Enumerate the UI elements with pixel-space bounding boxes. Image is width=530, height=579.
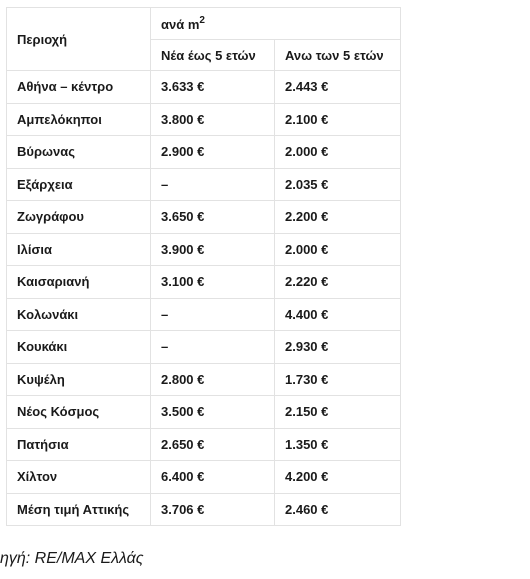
new-price-cell: – — [151, 331, 275, 364]
table-row — [7, 428, 401, 461]
new-price-cell: 3.800 € — [151, 103, 275, 136]
old-price-cell: 1.350 € — [275, 428, 401, 461]
old-price-cell: 2.150 € — [275, 396, 401, 429]
price-per-m2-header — [151, 8, 401, 40]
new-price-cell: 3.633 € — [151, 71, 275, 104]
table-row — [7, 396, 401, 429]
area-cell: Αθήνα – κέντρο — [7, 71, 151, 104]
old-price-cell: 2.035 € — [275, 168, 401, 201]
new-price-cell: 2.650 € — [151, 428, 275, 461]
new-price-cell: 3.900 € — [151, 233, 275, 266]
old-price-cell: 2.100 € — [275, 103, 401, 136]
table-header — [7, 8, 401, 71]
area-cell: Ζωγράφου — [7, 201, 151, 234]
old-price-cell: 1.730 € — [275, 363, 401, 396]
table-body — [7, 71, 401, 526]
table-row — [7, 461, 401, 494]
area-cell: Νέος Κόσμος — [7, 396, 151, 429]
area-cell: Ιλίσια — [7, 233, 151, 266]
new-price-cell: 6.400 € — [151, 461, 275, 494]
new-price-cell: 2.800 € — [151, 363, 275, 396]
area-cell: Καισαριανή — [7, 266, 151, 299]
table-row — [7, 266, 401, 299]
table-row — [7, 136, 401, 169]
new-price-cell: 3.650 € — [151, 201, 275, 234]
area-cell: Μέση τιμή Αττικής — [7, 493, 151, 526]
new-price-cell: – — [151, 168, 275, 201]
table-row — [7, 493, 401, 526]
header-row-top — [7, 8, 401, 40]
table-row — [7, 103, 401, 136]
old-price-cell: 4.200 € — [275, 461, 401, 494]
old-price-cell: 2.200 € — [275, 201, 401, 234]
table-row — [7, 363, 401, 396]
table-row — [7, 71, 401, 104]
squared-superscript: 2 — [199, 15, 205, 26]
table-row — [7, 233, 401, 266]
table-row — [7, 331, 401, 364]
old-column-header: Ανω των 5 ετών — [275, 40, 401, 71]
area-cell: Αμπελόκηποι — [7, 103, 151, 136]
new-price-cell: 2.900 € — [151, 136, 275, 169]
new-price-cell: 3.100 € — [151, 266, 275, 299]
area-cell: Εξάρχεια — [7, 168, 151, 201]
area-cell: Πατήσια — [7, 428, 151, 461]
source-caption: ηγή: RE/MAX Ελλάς — [0, 550, 144, 567]
area-cell: Χίλτον — [7, 461, 151, 494]
new-column-header: Νέα έως 5 ετών — [151, 40, 275, 71]
new-price-cell: 3.706 € — [151, 493, 275, 526]
old-price-cell: 2.000 € — [275, 233, 401, 266]
price-table — [6, 7, 401, 526]
area-cell: Κουκάκι — [7, 331, 151, 364]
table-row — [7, 298, 401, 331]
old-price-cell: 2.443 € — [275, 71, 401, 104]
old-price-cell: 2.000 € — [275, 136, 401, 169]
table-row — [7, 168, 401, 201]
new-price-cell: – — [151, 298, 275, 331]
area-column-header: Περιοχή — [7, 8, 151, 71]
old-price-cell: 2.220 € — [275, 266, 401, 299]
old-price-cell: 4.400 € — [275, 298, 401, 331]
area-cell: Βύρωνας — [7, 136, 151, 169]
old-price-cell: 2.930 € — [275, 331, 401, 364]
area-cell: Κυψέλη — [7, 363, 151, 396]
new-price-cell: 3.500 € — [151, 396, 275, 429]
old-price-cell: 2.460 € — [275, 493, 401, 526]
price-per-m2-label: ανά m — [161, 17, 200, 32]
area-cell: Κολωνάκι — [7, 298, 151, 331]
table-row — [7, 201, 401, 234]
